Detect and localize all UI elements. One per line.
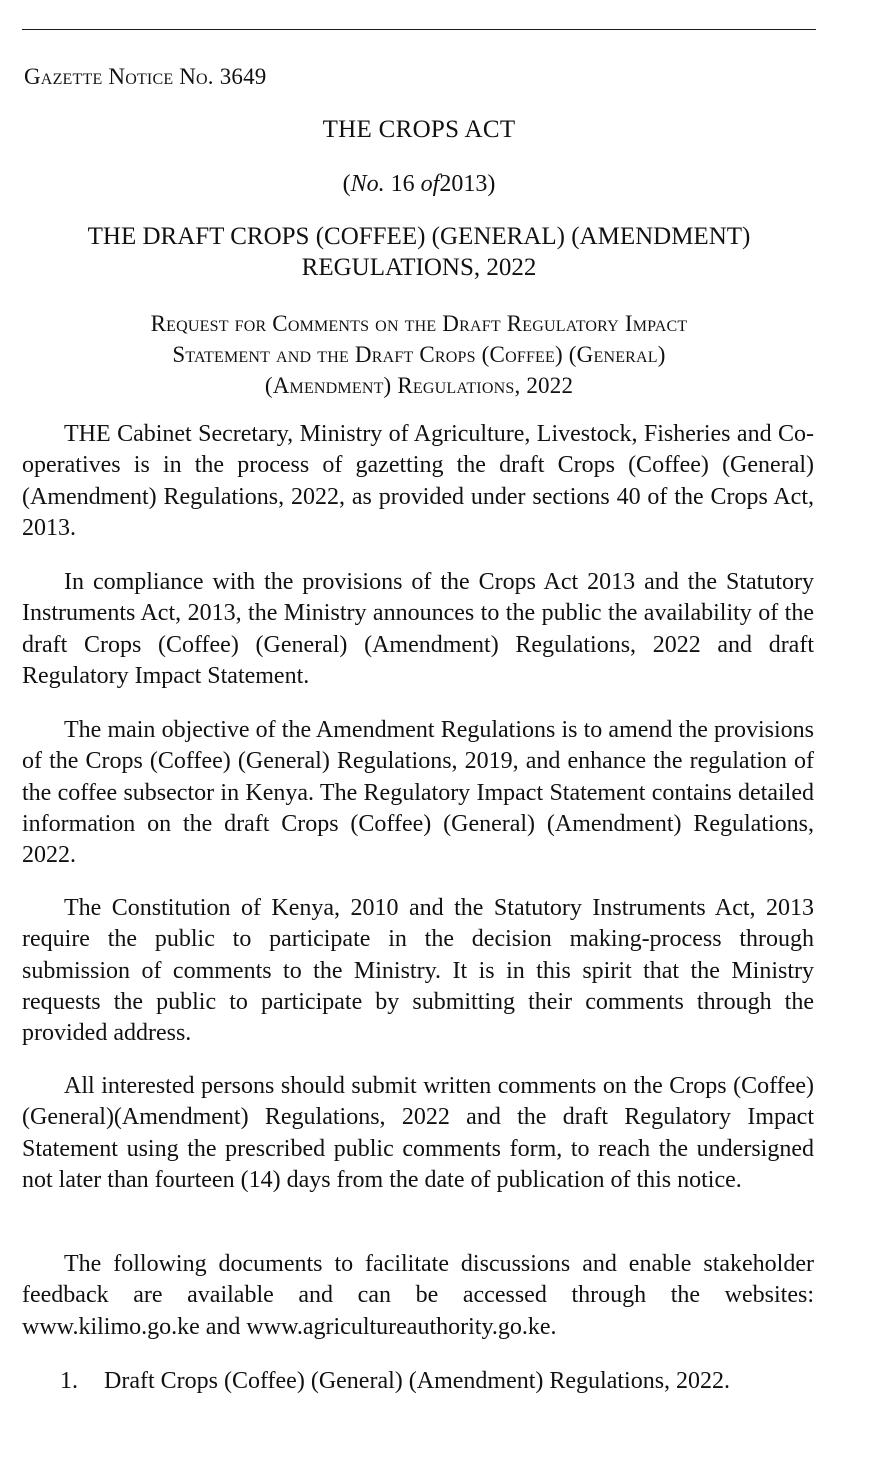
list-item-number: 1.: [60, 1368, 78, 1394]
list-item-text: Draft Crops (Coffee) (General) (Amendment) Regulations, 2022.: [104, 1368, 731, 1394]
body-paragraph: The Constitution of Kenya, 2010 and the Statutory Instruments Act, 2013 require the public to participate in the decision making-process through submission of comments to the Ministry. It is in this spirit that the Ministry requests the public to participate by submitting their comments through the provided address.: [22, 895, 814, 1047]
act-number-of: of: [420, 171, 440, 197]
body-paragraph: The main objective of the Amendment Regulations is to amend the provisions of the Crops (Coffee) (General) Regulations, 2019, and enhance the regulation of the coffee subsector in Kenya. The Regulatory Impact Statement contains detailed information on the draft Crops (Coffee) (General) (Amendment) Regulations, 2022.: [22, 717, 814, 869]
act-number-prefix: No.: [350, 171, 385, 197]
act-number-value: 16: [384, 171, 421, 197]
act-number-year: 2013: [439, 171, 488, 197]
gazette-notice-number: Gazette Notice No. 3649: [24, 64, 267, 89]
top-rule-divider: [22, 29, 816, 30]
body-paragraph: THE Cabinet Secretary, Ministry of Agriculture, Livestock, Fisheries and Co-operatives is in the process of gazetting the draft Crops (Coffee) (General) (Amendment) Regulations, 2022, as provided under sections 40 of the Crops Act, 2013.: [22, 421, 814, 541]
body-paragraph: In compliance with the provisions of the Crops Act 2013 and the Statutory Instruments Act, 2013, the Ministry announces to the public the availability of the draft Crops (Coffee) (General) (Amendment) Regulations, 2022 and draft Regulatory Impact Statement.: [22, 569, 814, 689]
regulations-title-line: REGULATIONS, 2022: [301, 254, 537, 281]
request-heading-line: (Amendment) Regulations, 2022: [264, 373, 574, 398]
document-list-item: [60, 1366, 816, 1397]
request-heading-line: Request for Comments on the Draft Regulatory Impact: [150, 311, 688, 336]
request-heading-line: Statement and the Draft Crops (Coffee) (General): [172, 342, 666, 367]
regulations-title: [22, 221, 816, 283]
act-title: THE CROPS ACT: [322, 116, 516, 143]
body-paragraph: All interested persons should submit written comments on the Crops (Coffee)(General)(Amendment) Regulations, 2022 and the draft Regulatory Impact Statement using the prescribed public comments form, to reach the undersigned not later than fourteen (14) days from the date of publication of this notice.: [22, 1073, 814, 1193]
body-paragraph: The following documents to facilitate discussions and enable stakeholder feedback are available and can be accessed through the websites: www.kilimo.go.ke and www.agricultureauthority.go.ke.: [22, 1251, 814, 1340]
regulations-title-line: THE DRAFT CROPS (COFFEE) (GENERAL) (AMENDMENT): [87, 223, 751, 250]
act-number: (No. 16 of2013): [342, 171, 496, 197]
request-for-comments-heading: [22, 308, 816, 401]
